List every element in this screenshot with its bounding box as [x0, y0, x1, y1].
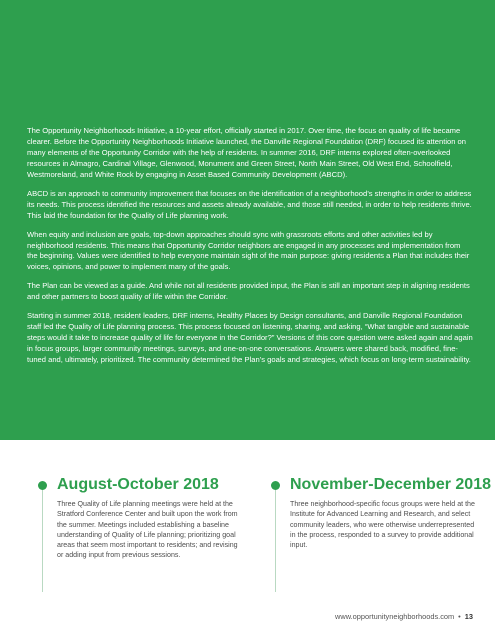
timeline-title: November-December 2018 [290, 476, 491, 493]
timeline-dot-icon [38, 481, 47, 490]
timeline-line [42, 490, 43, 592]
footer-separator: • [458, 612, 461, 621]
intro-paragraph-3: When equity and inclusion are goals, top-down approaches should sync with grassroots efforts and other activities led by neighborhood residents. This means that Opportunity Corridor neighbors are engaged in any processes and implementation from the beginning. Values were identified to help everyone maintain sight of the main purpose: giving residents a Plan that includes their voices, opinions, and power to implement many of the goals. [27, 229, 470, 272]
timeline-dot-icon [271, 481, 280, 490]
page-number: 13 [464, 612, 473, 621]
intro-paragraph-5: Starting in summer 2018, resident leaders, DRF interns, Healthy Places by Design consultants, and Danville Regional Foundation staff led the Quality of Life planning process. This process focused on listening, sharing, and asking, “What tangible and sustainable steps would it take to increase quality of life for everyone in the Corridor?” Versions of this core question were asked again and again in focus groups, larger community meetings, surveys, and one-on-one conversations. Answers were shared back, modified, fine-tuned and, ultimately, prioritized. The community determined the Plan’s goals and strategies, which focus on long-term sustainability. [27, 311, 473, 365]
timeline-title: August-October 2018 [57, 476, 219, 493]
timeline-line [275, 490, 276, 592]
intro-paragraph-2: ABCD is an approach to community improvement that focuses on the identification of a neighborhood’s strengths in order to address its needs. This process identified the resources and assets already available, and those still needed, in order to help residents thrive. This laid the foundation for the Quality of Life planning work. [27, 188, 472, 220]
page-footer [335, 612, 473, 621]
footer-url[interactable]: www.opportunityneighborhoods.com [335, 612, 455, 621]
intro-paragraph-1: The Opportunity Neighborhoods Initiative, a 10-year effort, officially started in 2017. Over time, the focus on quality of life became clearer. Before the Opportunity Neighborhoods Initiative launched, the Danville Regional Foundation (DRF) focused its attention on many elements of the Opportunity Corridor with the help of residents. In summer 2016, DRF interns explored often-overlooked resources in Almagro, Cardinal Village, Glenwood, Monument and Green Street, North Main Street, Old West End, Schoolfield, Westmoreland, and White Rock by engaging in Asset Based Community Development (ABCD). [27, 126, 467, 179]
timeline-body: Three Quality of Life planning meetings were held at the Stratford Conference Center and built upon the work from the summer. Meetings included establishing a baseline understanding of Quality of Life planning; prioritizing goal areas that seem most important to residents; and revising or adding input from previous sessions. [57, 500, 238, 560]
intro-text [27, 126, 473, 374]
intro-paragraph-4: The Plan can be viewed as a guide. And while not all residents provided input, the Plan is still an important step in aligning residents and other partners to boost quality of life within the Corridor. [27, 281, 470, 302]
timeline-body: Three neighborhood-specific focus groups were held at the Institute for Advanced Learning and Research, and select community leaders, who were otherwise underrepresented in the process, responded to a survey to provide additional input. [290, 500, 475, 550]
